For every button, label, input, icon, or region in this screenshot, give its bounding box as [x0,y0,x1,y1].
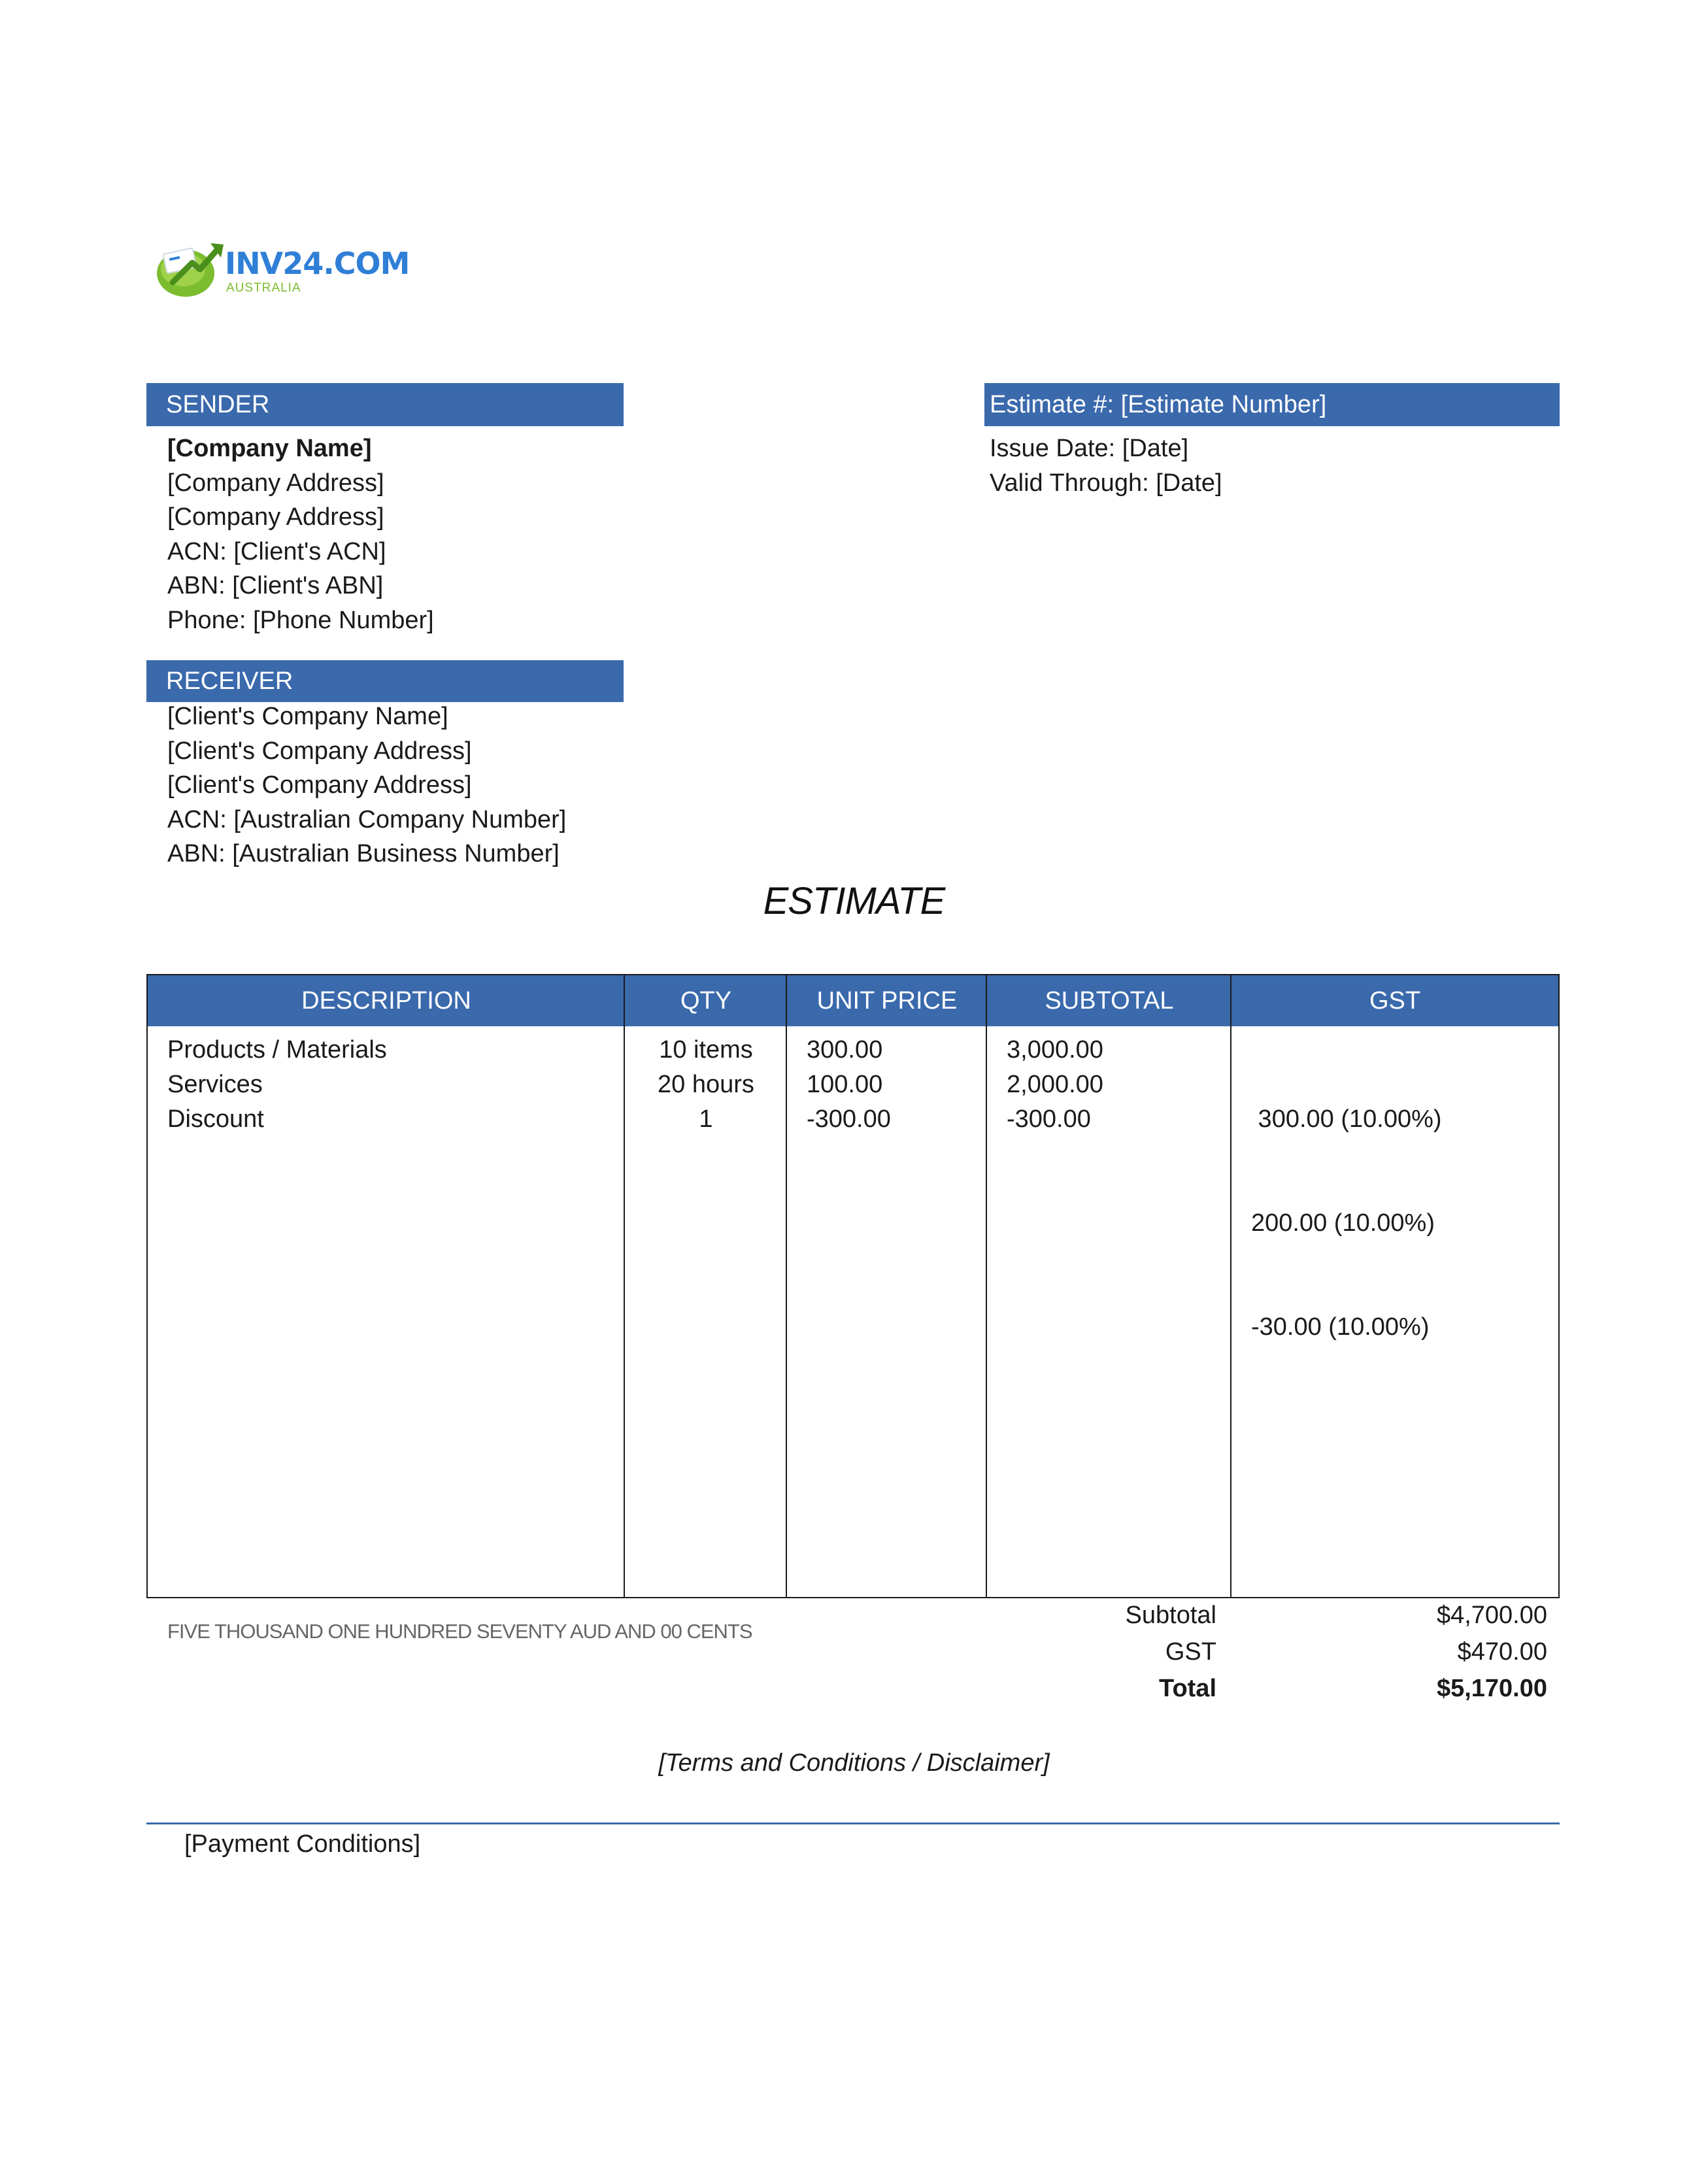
sender-details [167,431,434,637]
receiver-company-name: [Client's Company Name] [167,703,448,730]
table-cell-qty: 10 items [659,1036,753,1064]
table-cell-description: Products / Materials [167,1036,387,1064]
issue-date: Issue Date: [Date] [990,435,1189,462]
terms-and-conditions: [Terms and Conditions / Disclaimer] [658,1749,1050,1777]
company-logo [153,237,410,302]
receiver-header: RECEIVER [146,660,624,702]
table-cell-subtotal: 2,000.00 [1007,1071,1103,1098]
table-header [148,975,1558,1026]
sender-phone: Phone: [Phone Number] [167,606,434,634]
sender-company-name: [Company Name] [167,435,372,462]
table-cell-unit-price: 100.00 [807,1071,883,1098]
table-cell-qty: 20 hours [658,1071,754,1098]
column-header-qty: QTY [680,987,732,1015]
subtotal-label: Subtotal [1125,1602,1216,1629]
logo-globe-icon [153,237,225,302]
estimate-number-header: Estimate #: [Estimate Number] [984,383,1560,426]
payment-conditions: [Payment Conditions] [184,1830,421,1858]
line-items-table [146,974,1560,1598]
subtotal-column [1007,1033,1103,1137]
gst-column [1251,1033,1442,1414]
column-header-description: DESCRIPTION [301,987,471,1015]
table-cell-gst: 200.00 (10.00%) [1251,1209,1435,1237]
sender-header: SENDER [146,383,624,426]
receiver-abn: ABN: [Australian Business Number] [167,840,560,867]
total-label: Total [1159,1675,1216,1702]
sender-abn: ABN: [Client's ABN] [167,572,384,599]
subtotal-value: $4,700.00 [1436,1602,1547,1629]
table-cell-qty: 1 [699,1105,713,1133]
logo-subtext: AUSTRALIA [226,281,301,295]
table-cell-unit-price: -300.00 [807,1105,891,1133]
table-cell-gst: -30.00 (10.00%) [1251,1313,1430,1341]
column-divider [1230,975,1231,1597]
column-header-subtotal: SUBTOTAL [1045,987,1174,1015]
receiver-address-line: [Client's Company Address] [167,771,472,799]
table-cell-unit-price: 300.00 [807,1036,883,1064]
sender-address-line: [Company Address] [167,469,384,497]
column-header-gst: GST [1369,987,1421,1015]
estimate-details [990,431,1222,500]
table-cell-description: Discount [167,1105,264,1133]
document-title: ESTIMATE [763,880,945,922]
table-cell-subtotal: 3,000.00 [1007,1036,1103,1064]
gst-value: $470.00 [1457,1638,1547,1666]
amount-in-words: FIVE THOUSAND ONE HUNDRED SEVENTY AUD AND 00 CENTS [167,1620,752,1643]
sender-address-line: [Company Address] [167,503,384,531]
unit-price-column [807,1033,891,1137]
gst-label: GST [1165,1638,1216,1666]
description-column [167,1033,387,1137]
receiver-details [167,699,566,871]
logo-text: INV24.COM [225,246,410,281]
footer-divider [146,1822,1560,1824]
receiver-address-line: [Client's Company Address] [167,737,472,765]
table-cell-subtotal: -300.00 [1007,1105,1091,1133]
receiver-acn: ACN: [Australian Company Number] [167,805,567,833]
valid-through-date: Valid Through: [Date] [990,469,1222,497]
table-cell-description: Services [167,1071,263,1098]
column-header-unit-price: UNIT PRICE [816,987,958,1015]
sender-acn: ACN: [Client's ACN] [167,537,386,565]
table-cell-gst: 300.00 (10.00%) [1251,1105,1442,1133]
total-value: $5,170.00 [1436,1675,1547,1702]
qty-column [625,1033,787,1137]
column-divider [986,975,987,1597]
